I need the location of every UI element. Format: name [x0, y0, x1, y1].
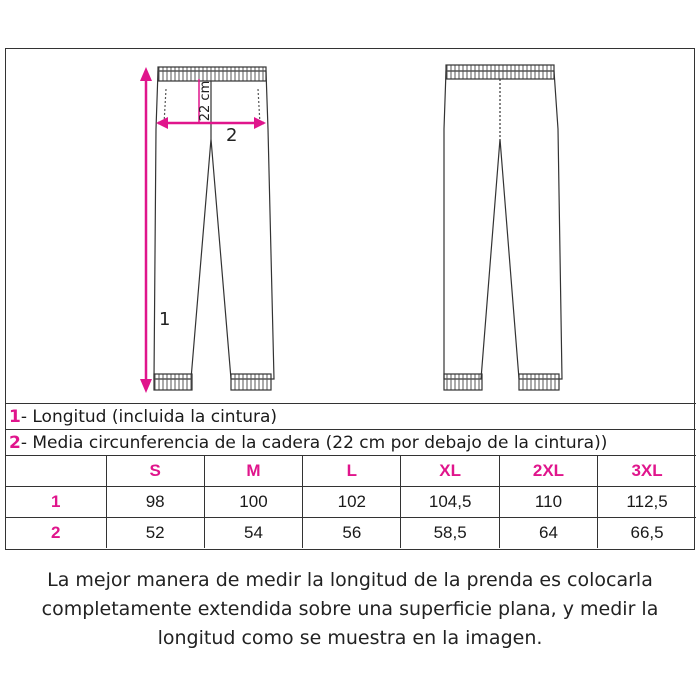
table-cell: 98: [106, 487, 204, 518]
table-row: [6, 487, 696, 518]
table-cell: 52: [106, 518, 204, 549]
table-cell: 112,5: [598, 487, 696, 518]
table-row: [6, 518, 696, 549]
table-cell: 56: [303, 518, 401, 549]
note-line: longitud como se muestra en la imagen.: [157, 627, 543, 649]
size-header: L: [303, 456, 401, 487]
table-cell: 110: [499, 487, 597, 518]
size-header: XL: [401, 456, 499, 487]
front-pants: [154, 67, 274, 390]
row-label: 1: [6, 487, 106, 518]
size-header: 3XL: [598, 456, 696, 487]
back-pants: [444, 65, 562, 390]
measurement-note: [0, 566, 700, 653]
legend-hip: [6, 430, 696, 456]
legend-num-2: 2: [9, 433, 21, 453]
size-header: M: [204, 456, 302, 487]
legend-text-2: - Media circunferencia de la cadera (22 cm por debajo de la cintura)): [20, 433, 608, 453]
row-label: 2: [6, 518, 106, 549]
label-22cm: 22 cm: [198, 80, 213, 122]
pants-illustration: [6, 49, 696, 404]
size-header: 2XL: [499, 456, 597, 487]
size-table: [6, 456, 696, 548]
table-cell: 100: [204, 487, 302, 518]
table-cell: 66,5: [598, 518, 696, 549]
table-cell: 104,5: [401, 487, 499, 518]
size-chart: [5, 48, 695, 550]
table-cell: 64: [499, 518, 597, 549]
label-measure-2: 2: [226, 125, 238, 146]
legend-text-1: - Longitud (incluida la cintura): [20, 407, 278, 427]
legend-num-1: 1: [9, 407, 21, 427]
legend-length: [6, 404, 696, 430]
table-cell: 58,5: [401, 518, 499, 549]
table-corner: [6, 456, 106, 487]
pants-drawings: [6, 49, 696, 404]
size-header: S: [106, 456, 204, 487]
table-cell: 102: [303, 487, 401, 518]
table-header-row: [6, 456, 696, 487]
note-line: completamente extendida sobre una superficie plana, y medir la: [41, 598, 659, 620]
note-line: La mejor manera de medir la longitud de la prenda es colocarla: [47, 569, 653, 591]
table-cell: 54: [204, 518, 302, 549]
label-measure-1: 1: [159, 309, 171, 330]
